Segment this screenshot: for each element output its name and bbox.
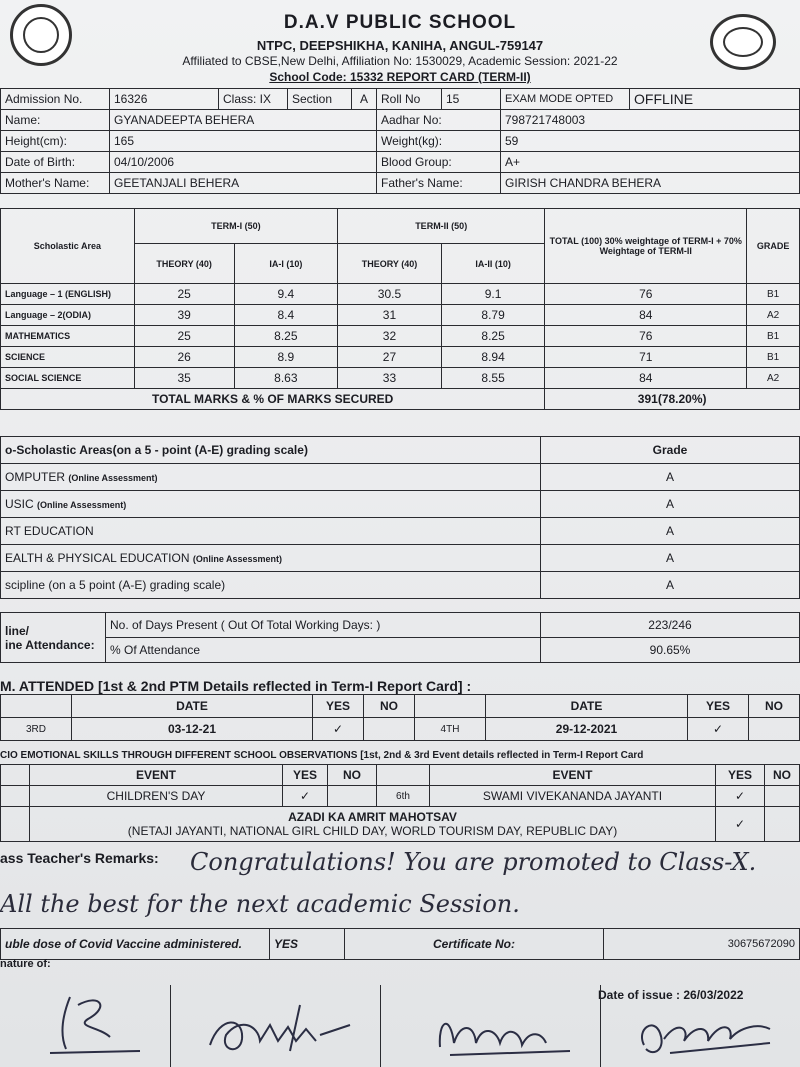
co-area-note: (Online Assessment) <box>192 554 283 564</box>
co-scholastic-table <box>0 436 800 599</box>
height-label: Height(cm): <box>1 131 110 152</box>
event-check: ✓ <box>716 786 765 807</box>
term1-theory: 26 <box>134 347 234 368</box>
ptm-date-header-1: DATE <box>72 695 313 718</box>
total-marks: 84 <box>545 305 747 326</box>
term2-ia: 9.1 <box>441 284 544 305</box>
list-item <box>1 518 800 545</box>
list-item <box>1 572 800 599</box>
signature-area <box>0 985 800 1067</box>
school-code-title: School Code: 15332 REPORT CARD (TERM-II) <box>269 70 531 84</box>
subject-name: MATHEMATICS <box>1 326 135 347</box>
term2-ia-header: IA-II (10) <box>441 244 544 284</box>
ptm-date-2: 29-12-2021 <box>486 718 688 741</box>
date-of-issue: Date of issue : 26/03/2022 <box>598 988 744 1002</box>
attendance-pct-value: 90.65% <box>541 638 800 663</box>
ptm-no-header-1: NO <box>364 695 415 718</box>
co-grade: A <box>541 572 800 599</box>
co-grade: A <box>541 464 800 491</box>
term1-ia: 8.9 <box>234 347 337 368</box>
grade: B1 <box>747 284 800 305</box>
student-info-table <box>0 88 800 194</box>
vaccine-table <box>0 928 800 960</box>
term1-theory-header: THEORY (40) <box>134 244 234 284</box>
ptm-no-header-2: NO <box>749 695 800 718</box>
co-grade: A <box>541 518 800 545</box>
subject-name: SCIENCE <box>1 347 135 368</box>
co-grade: A <box>541 491 800 518</box>
admission-value: 16326 <box>110 89 219 110</box>
list-item <box>1 464 800 491</box>
event-number: 6th <box>377 786 430 807</box>
term2-theory: 30.5 <box>338 284 442 305</box>
attendance-label-1: line/ <box>5 623 30 638</box>
remarks-line-2: All the best for the next academic Session. <box>0 890 520 918</box>
section-value: A <box>352 89 377 110</box>
scholastic-marks-table <box>0 208 800 410</box>
term1-theory: 35 <box>134 368 234 389</box>
table-row <box>1 718 800 741</box>
dob-value: 04/10/2006 <box>110 152 377 173</box>
co-area: RT EDUCATION <box>5 524 94 538</box>
total-label: TOTAL MARKS & % OF MARKS SECURED <box>1 389 545 410</box>
term1-ia: 8.4 <box>234 305 337 326</box>
term2-theory: 27 <box>338 347 442 368</box>
term2-header: TERM-II (50) <box>338 209 545 244</box>
affiliation: Affiliated to CBSE,New Delhi, Affiliation No: 1530029, Academic Session: 2021-22 <box>182 54 618 68</box>
dob-label: Date of Birth: <box>1 152 110 173</box>
term1-header: TERM-I (50) <box>134 209 337 244</box>
term2-ia: 8.94 <box>441 347 544 368</box>
mother-value: GEETANJALI BEHERA <box>110 173 377 194</box>
event-header-2: EVENT <box>430 765 716 786</box>
grade: A2 <box>747 305 800 326</box>
ptm-check-1: ✓ <box>313 718 364 741</box>
school-address: NTPC, DEEPSHIKHA, KANIHA, ANGUL-759147 <box>256 38 544 53</box>
days-present-label: No. of Days Present ( Out Of Total Working Days: ) <box>106 613 541 638</box>
admission-label: Admission No. <box>1 89 110 110</box>
list-item <box>1 545 800 572</box>
scholastic-area-header: Scholastic Area <box>1 209 135 284</box>
roll-label: Roll No <box>377 89 442 110</box>
co-area: scipline (on a 5 point (A-E) grading scale) <box>5 578 226 592</box>
attendance-label-2: ine Attendance: <box>5 637 95 652</box>
ptm-table <box>0 694 800 741</box>
event-title: AZADI KA AMRIT MAHOTSAV <box>288 810 457 824</box>
examiner-signature-icon <box>430 999 580 1059</box>
list-item <box>1 491 800 518</box>
total-marks: 71 <box>545 347 747 368</box>
table-row <box>1 347 800 368</box>
height-value: 165 <box>110 131 377 152</box>
table-row <box>1 807 800 842</box>
term1-theory: 25 <box>134 284 234 305</box>
total-value: 391(78.20%) <box>545 389 800 410</box>
co-scholastic-grade-header: Grade <box>541 437 800 464</box>
subject-name: Language – 1 (ENGLISH) <box>1 284 135 305</box>
co-area: USIC <box>5 497 34 511</box>
co-area: OMPUTER <box>5 470 65 484</box>
blood-value: A+ <box>501 152 800 173</box>
signature-label: nature of: <box>0 958 51 970</box>
ptm-number-2: 4TH <box>415 718 486 741</box>
table-row <box>1 284 800 305</box>
event-name: CHILDREN'S DAY <box>30 786 283 807</box>
ptm-yes-header-1: YES <box>313 695 364 718</box>
term2-theory: 31 <box>338 305 442 326</box>
weight-value: 59 <box>501 131 800 152</box>
exam-mode-label: EXAM MODE OPTED <box>501 89 630 110</box>
term2-theory: 33 <box>338 368 442 389</box>
co-area: EALTH & PHYSICAL EDUCATION <box>5 551 190 565</box>
term2-theory-header: THEORY (40) <box>338 244 442 284</box>
grade: A2 <box>747 368 800 389</box>
class-teacher-signature-icon <box>40 987 150 1057</box>
grade-header: GRADE <box>747 209 800 284</box>
co-scholastic-title: o-Scholastic Areas(on a 5 - point (A-E) grading scale) <box>1 437 541 464</box>
certificate-label: Certificate No: <box>345 929 604 960</box>
term2-ia: 8.79 <box>441 305 544 326</box>
certificate-value: 30675672090 <box>604 929 800 960</box>
roll-value: 15 <box>442 89 501 110</box>
socio-emotional-table <box>0 764 800 842</box>
parent-signature-icon <box>630 999 780 1059</box>
event-yes-header-1: YES <box>283 765 328 786</box>
event-name: SWAMI VIVEKANANDA JAYANTI <box>430 786 716 807</box>
term2-ia: 8.55 <box>441 368 544 389</box>
co-grade: A <box>541 545 800 572</box>
school-seal-icon <box>710 14 776 70</box>
name-label: Name: <box>1 110 110 131</box>
attendance-left-label <box>1 613 106 663</box>
class-label: Class: IX <box>219 89 288 110</box>
term1-ia: 9.4 <box>234 284 337 305</box>
socio-emotional-title: CIO EMOTIONAL SKILLS THROUGH DIFFERENT SCHOOL OBSERVATIONS [1st, 2nd & 3rd Event details reflected in Term-I Report Card <box>0 750 644 761</box>
section-label: Section <box>288 89 352 110</box>
blood-label: Blood Group: <box>377 152 501 173</box>
event-header-1: EVENT <box>30 765 283 786</box>
grade: B1 <box>747 326 800 347</box>
vaccine-label: uble dose of Covid Vaccine administered. <box>1 929 270 960</box>
term1-ia-header: IA-I (10) <box>234 244 337 284</box>
aadhar-label: Aadhar No: <box>377 110 501 131</box>
term1-theory: 25 <box>134 326 234 347</box>
term1-ia: 8.63 <box>234 368 337 389</box>
principal-signature-icon <box>200 995 360 1059</box>
father-label: Father's Name: <box>377 173 501 194</box>
total-marks: 76 <box>545 326 747 347</box>
total-marks: 76 <box>545 284 747 305</box>
co-area-note: (Online Assessment) <box>68 473 158 483</box>
header <box>0 0 800 92</box>
total-marks: 84 <box>545 368 747 389</box>
term2-ia: 8.25 <box>441 326 544 347</box>
remarks-label: ass Teacher's Remarks: <box>0 850 159 866</box>
event-check: ✓ <box>716 807 765 842</box>
subject-name: Language – 2(ODIA) <box>1 305 135 326</box>
ptm-check-2: ✓ <box>688 718 749 741</box>
co-area-note: (Online Assessment) <box>37 500 127 510</box>
days-present-value: 223/246 <box>541 613 800 638</box>
aadhar-value: 798721748003 <box>501 110 800 131</box>
subject-name: SOCIAL SCIENCE <box>1 368 135 389</box>
vaccine-value: YES <box>270 929 345 960</box>
ptm-date-header-2: DATE <box>486 695 688 718</box>
ptm-title: M. ATTENDED [1st & 2nd PTM Details reflected in Term-I Report Card] : <box>0 678 472 694</box>
event-check: ✓ <box>283 786 328 807</box>
ptm-yes-header-2: YES <box>688 695 749 718</box>
ptm-date-1: 03-12-21 <box>72 718 313 741</box>
mother-label: Mother's Name: <box>1 173 110 194</box>
table-row <box>1 368 800 389</box>
term1-ia: 8.25 <box>234 326 337 347</box>
total-header: TOTAL (100) 30% weightage of TERM-I + 70% Weightage of TERM-II <box>545 209 747 284</box>
event-no-header-2: NO <box>765 765 800 786</box>
name-value: GYANADEEPTA BEHERA <box>110 110 377 131</box>
table-row <box>1 786 800 807</box>
term1-theory: 39 <box>134 305 234 326</box>
event-detail: (NETAJI JAYANTI, NATIONAL GIRL CHILD DAY, WORLD TOURISM DAY, REPUBLIC DAY) <box>127 824 618 838</box>
term2-theory: 32 <box>338 326 442 347</box>
event-yes-header-2: YES <box>716 765 765 786</box>
total-row <box>1 389 800 410</box>
exam-mode-value: OFFLINE <box>630 89 800 110</box>
table-row <box>1 326 800 347</box>
grade: B1 <box>747 347 800 368</box>
weight-label: Weight(kg): <box>377 131 501 152</box>
attendance-table <box>0 612 800 663</box>
event-no-header-1: NO <box>328 765 377 786</box>
event-name <box>30 807 716 842</box>
ptm-number-1: 3RD <box>1 718 72 741</box>
table-row <box>1 305 800 326</box>
father-value: GIRISH CHANDRA BEHERA <box>501 173 800 194</box>
attendance-pct-label: % Of Attendance <box>106 638 541 663</box>
remarks-line-1: Congratulations! You are promoted to Class-X. <box>190 848 757 876</box>
school-name: D.A.V PUBLIC SCHOOL <box>283 12 517 33</box>
